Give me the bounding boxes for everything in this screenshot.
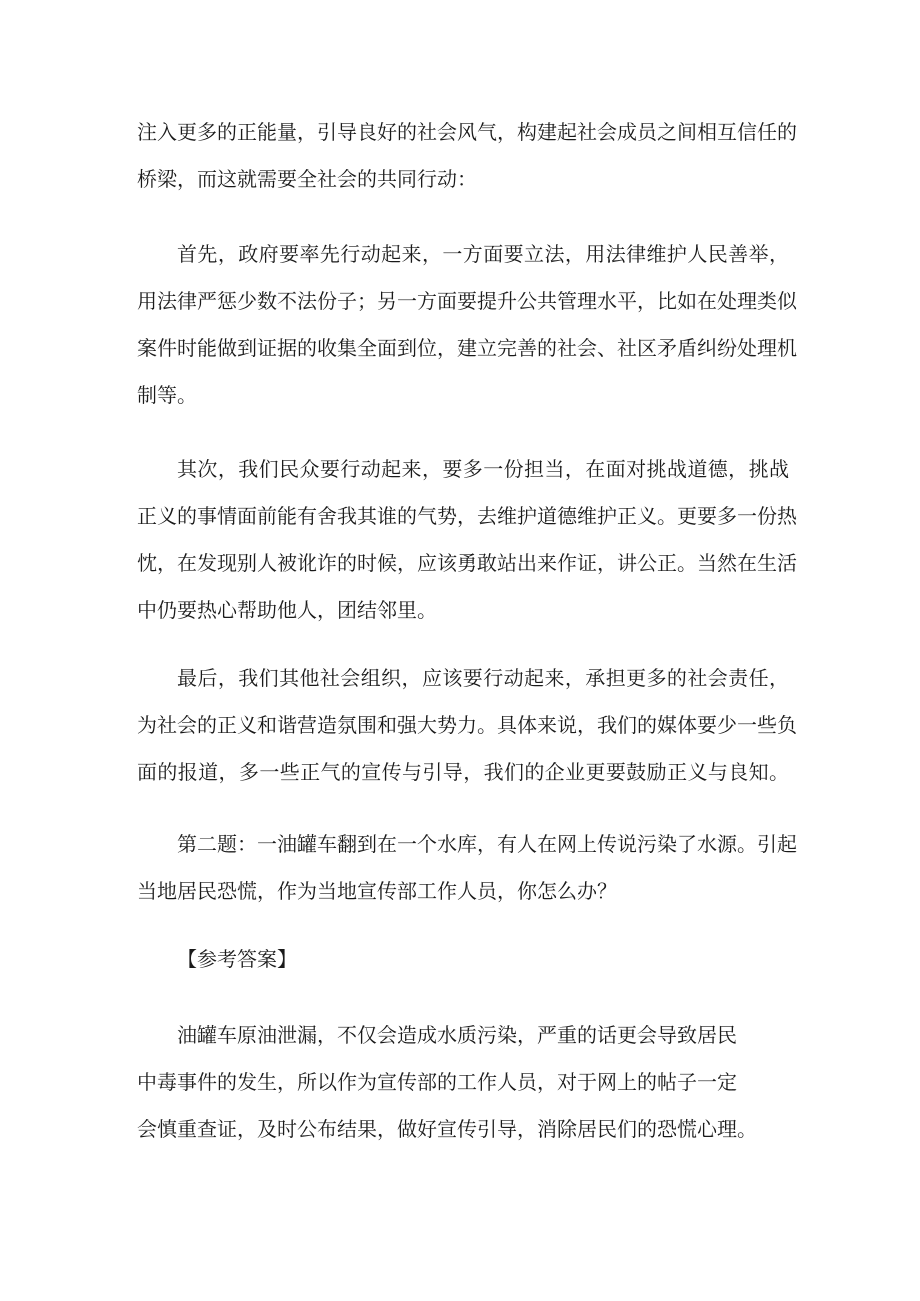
paragraph-4-line-2: 为社会的正义和谐营造氛围和强大势力。具体来说，我们的媒体要少一些负 <box>137 713 797 737</box>
paragraph-3-line-3: 忱，在发现别人被讹诈的时候，应该勇敢站出来作证，讲公正。当然在生活 <box>137 551 797 575</box>
answer-line-1: 油罐车原油泄漏，不仅会造成水质污染，严重的话更会导致居民 <box>177 1023 737 1047</box>
paragraph-3-line-1: 其次，我们民众要行动起来，要多一份担当，在面对挑战道德，挑战 <box>177 457 789 481</box>
paragraph-3-line-4: 中仍要热心帮助他人，团结邻里。 <box>137 598 437 622</box>
paragraph-1-line-2: 桥梁，而这就需要全社会的共同行动： <box>137 167 477 191</box>
answer-line-3: 会慎重查证，及时公布结果，做好宣传引导，消除居民们的恐慌心理。 <box>137 1117 757 1141</box>
paragraph-4-line-3: 面的报道，多一些正气的宣传与引导，我们的企业更要鼓励正义与良知。 <box>137 760 789 784</box>
question-2-line-2: 当地居民恐慌，作为当地宣传部工作人员，你怎么办？ <box>137 879 617 903</box>
answer-line-2: 中毒事件的发生，所以作为宣传部的工作人员，对于网上的帖子一定 <box>137 1070 737 1094</box>
paragraph-2-line-1: 首先，政府要率先行动起来，一方面要立法，用法律维护人民善举， <box>177 242 789 266</box>
paragraph-2-line-3: 案件时能做到证据的收集全面到位，建立完善的社会、社区矛盾纠纷处理机 <box>137 336 797 360</box>
paragraph-1-line-1: 注入更多的正能量，引导良好的社会风气，构建起社会成员之间相互信任的 <box>137 120 797 144</box>
reference-answer-heading: 【参考答案】 <box>177 947 297 971</box>
question-2-line-1: 第二题：一油罐车翻到在一个水库，有人在网上传说污染了水源。引起 <box>177 832 797 856</box>
paragraph-2-line-2: 用法律严惩少数不法份子；另一方面要提升公共管理水平，比如在处理类似 <box>137 289 797 313</box>
paragraph-3-line-2: 正义的事情面前能有舍我其谁的气势，去维护道德维护正义。更要多一份热 <box>137 504 797 528</box>
paragraph-4-line-1: 最后，我们其他社会组织，应该要行动起来，承担更多的社会责任， <box>177 666 789 690</box>
paragraph-2-line-4: 制等。 <box>137 383 197 407</box>
